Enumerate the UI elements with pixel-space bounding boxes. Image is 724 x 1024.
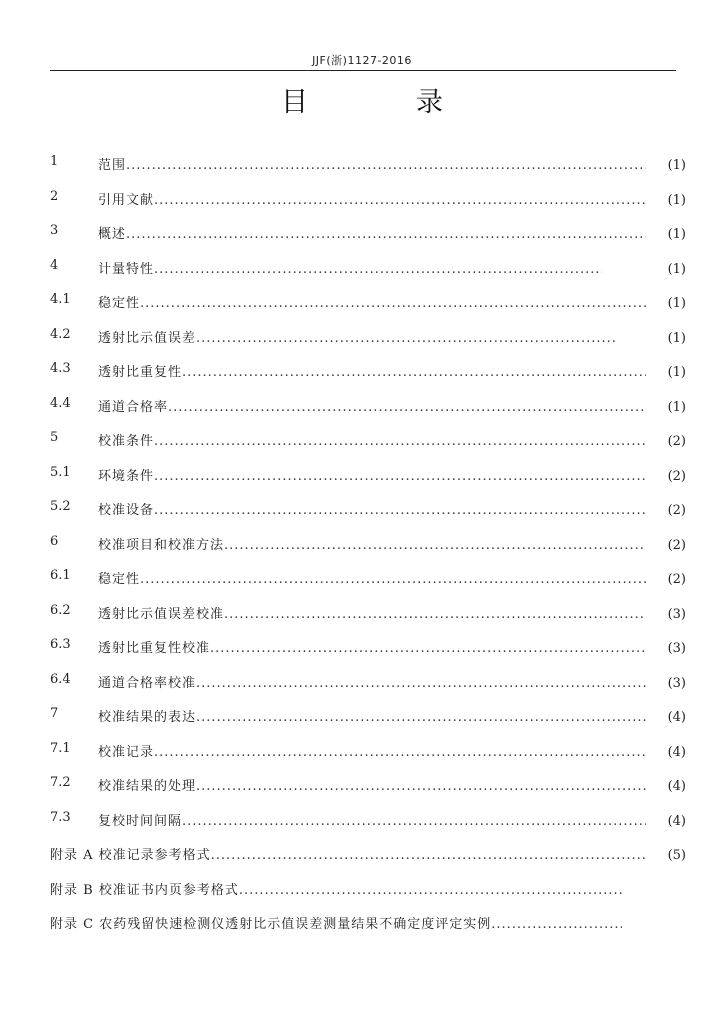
toc-number: 4.4 [50,395,71,411]
toc-number: 7.3 [50,809,71,825]
toc-page: (1) [667,227,686,242]
toc-row[interactable] [50,568,686,588]
toc-number: 7.2 [50,775,71,790]
toc-text: 概述 [98,227,127,242]
toc-page: (1) [667,296,686,311]
toc-page: (1) [667,365,686,380]
toc-row[interactable] [50,741,686,761]
toc-number: 6.4 [50,671,71,687]
toc-page: (4) [667,710,686,725]
toc-leader [168,400,646,415]
toc-page: (4) [667,744,686,760]
toc-page: (4) [667,779,686,794]
toc-appendix-row[interactable] [50,913,622,933]
toc-row[interactable] [50,361,686,381]
toc-number: 4.3 [50,361,71,376]
toc-page: (2) [667,434,686,449]
toc-number: 5.2 [50,499,71,514]
toc-text: 校准条件 [98,434,155,449]
toc-leader [126,227,646,242]
toc-text: 校准记录 [98,744,155,760]
toc-leader [196,710,646,725]
toc-text: 通道合格率 [98,399,169,415]
toc-row[interactable] [50,672,686,692]
toc-text: 校准设备 [98,503,155,518]
toc-number: 6.2 [50,602,71,618]
toc-leader [211,848,646,863]
toc-page: (2) [667,572,686,587]
toc-row[interactable] [50,258,686,278]
appendix-page: (5) [667,848,686,863]
toc-row[interactable] [50,189,686,209]
toc-leader [154,434,646,449]
toc-leader [126,158,646,173]
toc-page: (1) [667,330,686,346]
toc-leader [196,779,646,794]
toc-text: 校准结果的表达 [98,710,197,725]
appendix-text: 附录 A 校准记录参考格式 [50,848,211,863]
toc-row[interactable] [50,706,686,726]
toc-leader [491,917,622,932]
toc-leader [140,296,646,311]
appendix-text: 附录 B 校准证书内页参考格式 [50,882,239,898]
toc-leader [154,745,646,760]
toc-text: 环境条件 [98,468,155,484]
header-rule [50,70,676,71]
toc-page: (2) [667,537,686,553]
toc-row[interactable] [50,637,686,657]
toc-page: (4) [667,813,686,829]
toc-row[interactable] [50,465,686,485]
toc-text: 通道合格率校准 [98,675,197,691]
toc-number: 5.1 [50,464,71,480]
toc-page: (1) [667,158,686,173]
toc-page: (2) [667,468,686,484]
toc-text: 范围 [98,158,127,173]
toc-row[interactable] [50,534,686,554]
toc-row[interactable] [50,430,686,450]
toc-number: 7.1 [50,740,71,756]
toc-number: 2 [50,188,59,204]
toc-page: (2) [667,503,686,518]
toc-leader [239,883,622,898]
toc-number: 5 [50,430,59,445]
toc-number: 4.1 [50,292,71,307]
toc-leader [182,365,646,380]
toc-text: 透射比重复性校准 [98,641,211,656]
toc-page: (3) [667,675,686,691]
toc-page: (1) [667,192,686,208]
toc-row[interactable] [50,775,686,795]
toc-leader [154,262,602,277]
toc-page: (1) [667,399,686,415]
toc-text: 透射比示值误差校准 [98,606,225,622]
toc-page: (1) [667,261,686,277]
toc-leader [210,641,646,656]
toc-leader [154,193,646,208]
toc-text: 校准结果的处理 [98,779,197,794]
title-part-1: 目 [281,87,308,118]
toc-text: 稳定性 [98,296,141,311]
toc-text: 复校时间间隔 [98,813,183,829]
title-part-2: 录 [416,87,443,118]
toc-number: 6 [50,533,59,549]
toc-leader [140,572,646,587]
toc-row[interactable] [50,292,686,312]
toc-row[interactable] [50,603,686,623]
toc-row[interactable] [50,327,686,347]
toc-leader [154,469,646,484]
appendix-text: 附录 C 农药残留快速检测仪透射比示值误差测量结果不确定度评定实例 [50,917,492,932]
toc-number: 1 [50,154,59,169]
toc-text: 计量特性 [98,261,155,277]
toc-text: 透射比示值误差 [98,330,197,346]
toc-leader [196,676,646,691]
toc-row[interactable] [50,499,686,519]
toc-row[interactable] [50,154,686,174]
toc-number: 4.2 [50,326,71,342]
toc-number: 4 [50,257,59,273]
standard-code: JJF(浙)1127-2016 [312,54,412,67]
toc-number: 6.1 [50,568,71,583]
toc-appendix-row[interactable] [50,879,622,899]
toc-number: 7 [50,706,59,721]
page-title [0,80,724,119]
toc-row[interactable] [50,396,686,416]
toc-text: 稳定性 [98,572,141,587]
toc-leader [224,607,646,622]
toc-appendix-row[interactable] [50,844,686,864]
toc-number: 6.3 [50,637,71,652]
toc-text: 引用文献 [98,192,155,208]
toc-leader [154,503,646,518]
toc-row[interactable] [50,223,686,243]
toc-page: (3) [667,641,686,656]
toc-text: 校准项目和校准方法 [98,537,225,553]
toc-leader [196,331,618,346]
toc-leader [224,538,646,553]
toc-page: (3) [667,606,686,622]
toc-text: 透射比重复性 [98,365,183,380]
toc-number: 3 [50,223,59,238]
toc-row[interactable] [50,810,686,830]
toc-leader [182,814,646,829]
